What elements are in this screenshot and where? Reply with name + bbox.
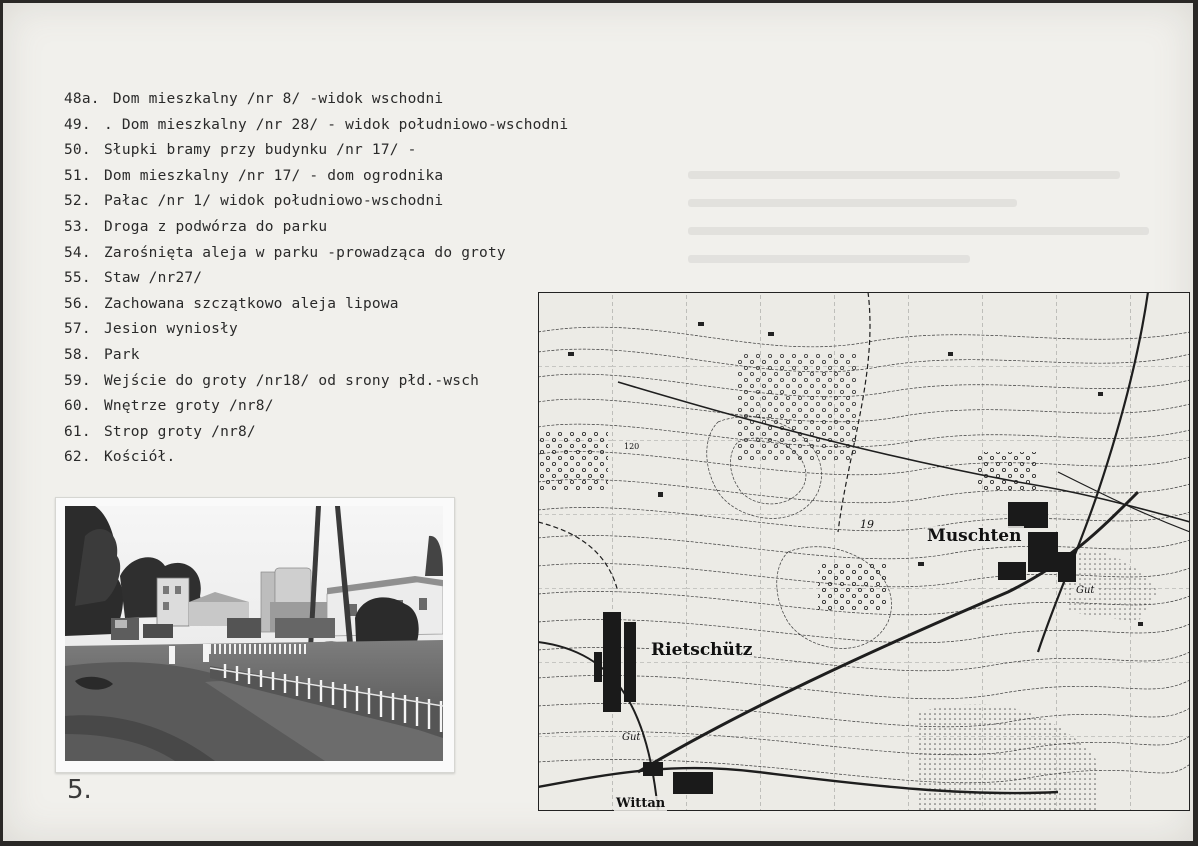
map-label-rietschutz: Rietschütz: [651, 640, 753, 660]
page-number: 5.: [67, 775, 92, 805]
list-item: 52. Pałac /nr 1/ widok południowo-wschodni: [64, 193, 444, 210]
list-item: 48a. Dom mieszkalny /nr 8/ -widok wschodni: [64, 91, 444, 107]
list-item: 60. Wnętrze groty /nr8/: [64, 398, 274, 415]
photo-caption-list: [64, 87, 568, 471]
map-spot-height: 120: [624, 442, 640, 451]
list-item: 62. Kościół.: [64, 449, 176, 466]
archive-page: [3, 3, 1193, 841]
map-label-muschten: Muschten: [927, 526, 1022, 546]
list-item: 55. Staw /nr27/: [64, 270, 203, 287]
list-item: 57. Jesion wyniosły: [64, 321, 238, 338]
map-label-gut: Gut: [622, 732, 641, 743]
bleed-through-text: [688, 171, 1158, 291]
list-item: 53. Droga z podwórza do parku: [64, 218, 328, 235]
list-item: 49. . Dom mieszkalny /nr 28/ - widok południowo-wschodni: [64, 116, 569, 133]
list-item: 54. Zarośnięta aleja w parku -prowadząca do groty: [64, 244, 506, 261]
photo-image: [65, 506, 443, 761]
list-item: 58. Park: [64, 346, 140, 363]
list-item: 61. Strop groty /nr8/: [64, 423, 256, 440]
list-item: 56. Zachowana szczątkowo aleja lipowa: [64, 295, 399, 312]
map-label-gut: Gut: [1076, 585, 1095, 596]
list-item: 59. Wejście do groty /nr18/ od srony płd.-wsch: [64, 372, 480, 389]
topographic-map: [538, 292, 1190, 811]
map-label-wittan: Wittan: [616, 796, 666, 811]
map-contour-label: 19: [860, 518, 874, 531]
list-item: 51. Dom mieszkalny /nr 17/ - dom ogrodnika: [64, 167, 444, 184]
village-photograph: [55, 497, 455, 773]
list-item: 50. Słupki bramy przy budynku /nr 17/ -: [64, 142, 417, 159]
